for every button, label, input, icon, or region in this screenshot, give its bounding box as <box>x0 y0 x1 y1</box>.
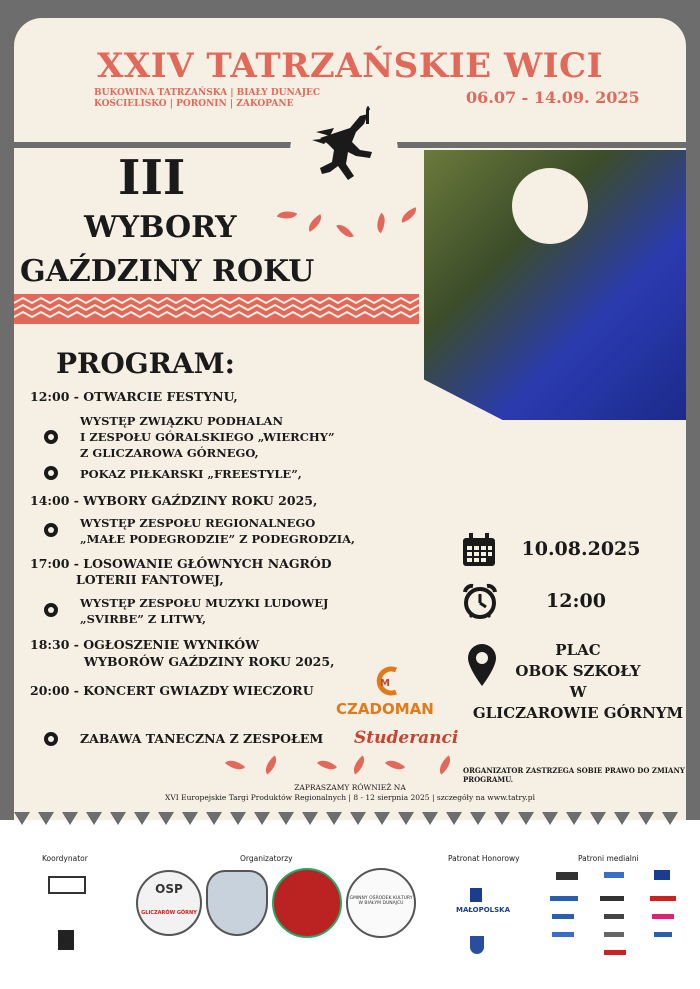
runner-logo-icon <box>290 98 398 206</box>
bullet-icon <box>44 732 58 746</box>
edition-number: III <box>118 150 186 206</box>
bullet-icon <box>44 523 58 537</box>
media-logo-3 <box>654 870 670 880</box>
organizatorzy-heading: Organizatorzy <box>240 854 293 863</box>
folk-triangle-ornament <box>302 812 318 825</box>
folk-triangle-ornament <box>494 812 510 825</box>
invitation <box>0 783 700 803</box>
festival-title: XXIV TATRZAŃSKIE WICI <box>97 46 603 86</box>
patroni-heading: Patroni medialni <box>578 854 639 863</box>
program-line: WYBORÓW GAŹDZINY ROKU 2025, <box>84 654 335 669</box>
program-line: Z GLICZAROWA GÓRNEGO, <box>80 446 259 460</box>
osp-label: OSP <box>155 882 183 896</box>
program-line: „SVIRBE” Z LITWY, <box>80 612 206 626</box>
folk-triangle-ornament <box>446 812 462 825</box>
place-line-2: OBOK SZKOŁY <box>515 662 641 680</box>
folk-triangle-ornament <box>566 812 582 825</box>
program-line: I ZESPOŁU GÓRALSKIEGO „WIERCHY” <box>80 430 335 444</box>
program-line: ZABAWA TANECZNA Z ZESPOŁEM <box>80 731 324 746</box>
malopolska-crest <box>470 888 482 902</box>
program-line: 12:00 - OTWARCIE FESTYNU, <box>30 389 238 404</box>
media-logo-1 <box>556 872 578 880</box>
media-logo-4 <box>550 896 578 901</box>
event-place <box>464 640 692 724</box>
folk-triangle-ornament <box>662 812 678 825</box>
folk-triangle-ornament <box>182 812 198 825</box>
folk-ensemble-logo <box>272 868 342 938</box>
emblem-circle <box>290 98 398 206</box>
place-line-4: GLICZAROWIE GÓRNYM <box>472 704 684 722</box>
folk-triangle-ornament <box>422 812 438 825</box>
program-line: WYSTĘP ZWIĄZKU PODHALAN <box>80 414 283 428</box>
festival-dates: 06.07 - 14.09. 2025 <box>466 88 640 107</box>
photo-cutout <box>512 168 588 244</box>
program-line: 14:00 - WYBORY GAŹDZINY ROKU 2025, <box>30 493 318 508</box>
folk-triangle-ornament <box>110 812 126 825</box>
zigzag-ornament <box>14 294 419 324</box>
program-line: „MAŁE PODEGRODZIE” Z PODEGRODZIA, <box>80 532 356 546</box>
patron-crest <box>470 936 484 954</box>
folk-triangle-ornament <box>518 812 534 825</box>
place-line-3: W <box>569 683 587 701</box>
media-logo-11 <box>604 932 624 937</box>
folk-triangle-ornament <box>254 812 270 825</box>
media-logo-13 <box>604 950 626 955</box>
media-logo-10 <box>552 932 574 937</box>
event-title-line-1: WYBORY <box>84 210 237 245</box>
invitation-line-2: XVI Europejskie Targi Produktów Regionalnych | 8 - 12 sierpnia 2025 | szczegóły na www.tatry.pl <box>165 793 535 802</box>
folk-triangle-ornament <box>278 812 294 825</box>
program-line: 20:00 - KONCERT GWIAZDY WIECZORU <box>30 683 314 698</box>
media-logo-6 <box>650 896 676 901</box>
program-line: 18:30 - OGŁOSZENIE WYNIKÓW <box>30 637 260 652</box>
koordynator-heading: Koordynator <box>42 854 88 863</box>
alarm-clock-icon <box>461 582 499 620</box>
zp-coat-of-arms-logo <box>206 870 268 936</box>
program-line: 17:00 - LOSOWANIE GŁÓWNYCH NAGRÓD <box>30 556 332 571</box>
program-line: WYSTĘP ZESPOŁU REGIONALNEGO <box>80 516 316 530</box>
event-time: 12:00 <box>546 590 606 612</box>
program-line: LOTERII FANTOWEJ, <box>76 572 224 587</box>
folk-triangle-ornament <box>614 812 630 825</box>
media-logo-12 <box>654 932 672 937</box>
gok-name: GMINNY OŚRODEK KULTURY W BIAŁYM DUNAJCU <box>349 896 413 906</box>
folk-triangle-ornament <box>470 812 486 825</box>
folk-triangle-ornament <box>542 812 558 825</box>
folk-triangle-ornament <box>326 812 342 825</box>
gok-logo <box>346 868 416 938</box>
program-line: POKAZ PIŁKARSKI „FREESTYLE”, <box>80 467 302 481</box>
folk-triangle-ornament <box>590 812 606 825</box>
osp-logo <box>136 870 202 936</box>
coordinator-logo <box>48 876 86 894</box>
places-line-2: KOŚCIELISKO | PORONIN | ZAKOPANE <box>94 99 294 109</box>
osp-name: GLICZARÓW GÓRNY <box>141 910 197 916</box>
event-date: 10.08.2025 <box>521 538 641 560</box>
malopolska-logo: MAŁOPOLSKA <box>456 906 511 914</box>
folk-triangle-ornament <box>398 812 414 825</box>
czadoman-logo: CZADOMAN <box>336 700 434 718</box>
folk-triangle-ornament <box>638 812 654 825</box>
event-title-line-2: GAŹDZINY ROKU <box>20 254 315 289</box>
place-line-1: PLAC <box>555 641 601 659</box>
program-heading: PROGRAM: <box>56 347 235 380</box>
patronat-heading: Patronat Honorowy <box>448 854 520 863</box>
czadoman-cm-icon <box>372 664 402 698</box>
media-logo-7 <box>552 914 574 919</box>
folk-triangle-ornament <box>158 812 174 825</box>
organizer-note: ORGANIZATOR ZASTRZEGA SOBIE PRAWO DO ZMIANY PROGRAMU. <box>463 766 685 784</box>
folk-triangle-ornament <box>62 812 78 825</box>
media-logo-9 <box>652 914 674 919</box>
folk-triangle-ornament <box>374 812 390 825</box>
studeranci-logo: Studeranci <box>354 728 459 748</box>
media-logo-2 <box>604 872 624 878</box>
program-line: WYSTĘP ZESPOŁU MUZYKI LUDOWEJ <box>80 596 329 610</box>
folk-triangle-ornament <box>86 812 102 825</box>
folk-triangle-ornament <box>230 812 246 825</box>
folk-triangle-ornament <box>14 812 30 825</box>
folk-triangle-ornament <box>350 812 366 825</box>
svg-text:M: M <box>380 678 390 689</box>
festival-places <box>94 88 320 110</box>
media-logo-5 <box>600 896 624 901</box>
calendar-icon <box>461 532 497 568</box>
media-logo-8 <box>604 914 624 919</box>
places-line-1: BUKOWINA TATRZAŃSKA | BIAŁY DUNAJEC <box>94 88 320 98</box>
folk-triangle-ornament <box>206 812 222 825</box>
bullet-icon <box>44 466 58 480</box>
coordinator-logo-2 <box>58 930 74 950</box>
bullet-icon <box>44 603 58 617</box>
folk-triangle-ornament <box>134 812 150 825</box>
folk-triangle-ornament <box>38 812 54 825</box>
bullet-icon <box>44 430 58 444</box>
invitation-line-1: ZAPRASZAMY RÓWNIEŻ NA <box>294 783 406 792</box>
